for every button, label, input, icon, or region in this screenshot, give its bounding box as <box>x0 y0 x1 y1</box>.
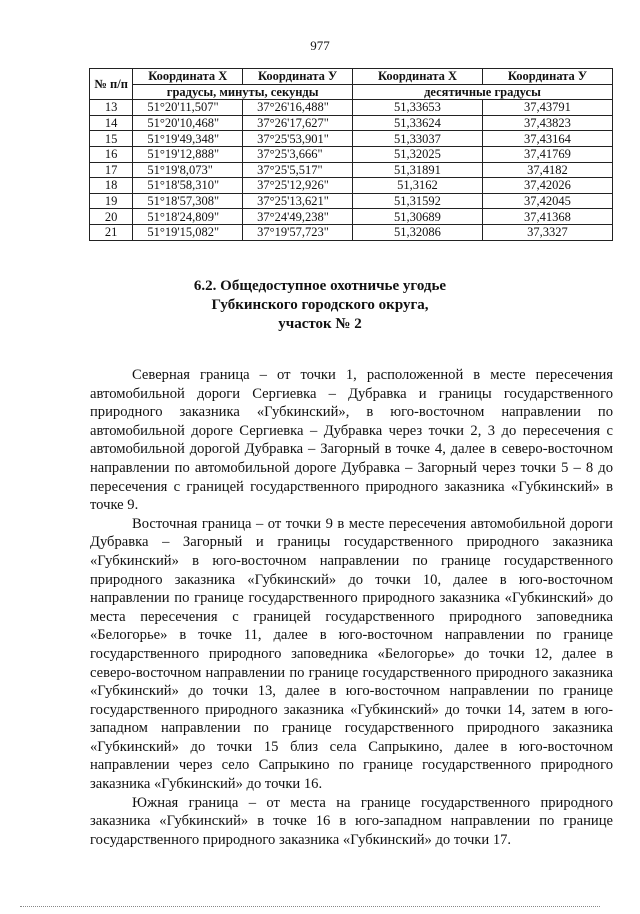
header-dms-group: градусы, минуты, секунды <box>133 84 353 100</box>
cell-dec-x: 51,30689 <box>352 209 482 225</box>
cell-num: 21 <box>90 224 133 240</box>
cell-num: 20 <box>90 209 133 225</box>
cell-coord-y: 37°24'49,238" <box>243 209 353 225</box>
cell-coord-x: 51°20'11,507" <box>133 100 243 116</box>
cell-num: 15 <box>90 131 133 147</box>
cell-dec-y: 37,42026 <box>482 178 612 194</box>
cell-coord-x: 51°19'49,348" <box>133 131 243 147</box>
cell-coord-y: 37°26'16,488" <box>243 100 353 116</box>
cell-coord-y: 37°19'57,723" <box>243 224 353 240</box>
cell-dec-x: 51,32086 <box>352 224 482 240</box>
cell-coord-y: 37°25'12,926" <box>243 178 353 194</box>
table-row <box>90 115 613 131</box>
cell-coord-y: 37°25'5,517" <box>243 162 353 178</box>
cell-dec-y: 37,41368 <box>482 209 612 225</box>
cell-coord-y: 37°25'13,621" <box>243 193 353 209</box>
table-row <box>90 178 613 194</box>
cell-coord-x: 51°19'8,073" <box>133 162 243 178</box>
cell-num: 13 <box>90 100 133 116</box>
cell-coord-x: 51°20'10,468" <box>133 115 243 131</box>
cell-dec-y: 37,41769 <box>482 146 612 162</box>
table-row <box>90 209 613 225</box>
header-dec-group: десятичные градусы <box>352 84 612 100</box>
cell-dec-x: 51,33624 <box>352 115 482 131</box>
cell-dec-x: 51,31891 <box>352 162 482 178</box>
cell-num: 14 <box>90 115 133 131</box>
cell-num: 16 <box>90 146 133 162</box>
heading-line-3: участок № 2 <box>278 316 362 332</box>
cell-dec-x: 51,33037 <box>352 131 482 147</box>
cell-dec-y: 37,43791 <box>482 100 612 116</box>
cell-dec-x: 51,31592 <box>352 193 482 209</box>
cell-num: 18 <box>90 178 133 194</box>
cell-dec-y: 37,3327 <box>482 224 612 240</box>
cell-dec-x: 51,33653 <box>352 100 482 116</box>
header-num: № п/п <box>90 69 133 100</box>
cell-dec-y: 37,4182 <box>482 162 612 178</box>
cell-dec-y: 37,43164 <box>482 131 612 147</box>
header-dec-x: Координата X <box>352 69 482 85</box>
table-row <box>90 162 613 178</box>
section-heading <box>0 277 640 334</box>
heading-line-1: 6.2. Общедоступное охотничье угодье <box>193 278 447 294</box>
cell-dec-y: 37,43823 <box>482 115 612 131</box>
table-row <box>90 224 613 240</box>
coordinates-table <box>89 68 613 241</box>
cell-coord-x: 51°19'15,082" <box>133 224 243 240</box>
page-number: 977 <box>310 38 330 53</box>
header-dec-y: Координата У <box>482 69 612 85</box>
footer-divider <box>20 906 600 908</box>
table-row <box>90 146 613 162</box>
paragraph-north-boundary: Северная граница – от точки 1, расположенной в месте пересечения автомобильной дороги Сергиевка – Дубравка и границы государственного природного заказника «Губкинский», в юго-восточном направлении по автомобильной дороге Сергиевка – Дубравка через точки 2, 3 до пересечения с автомобильной дорогой Дубравка – Загорный в точке 4, далее в северо-восточном направлении по автомобильной дороге Дубравка – Загорный через точки 5 – 8 до пересечения с границей государственного природного заказника «Губкинский» в точке 9. <box>90 367 613 514</box>
table-row <box>90 131 613 147</box>
cell-num: 19 <box>90 193 133 209</box>
cell-coord-x: 51°18'24,809" <box>133 209 243 225</box>
cell-num: 17 <box>90 162 133 178</box>
cell-dec-x: 51,3162 <box>352 178 482 194</box>
header-coord-x: Координата X <box>133 69 243 85</box>
table-subheader-row <box>90 84 613 100</box>
table-row <box>90 193 613 209</box>
cell-coord-x: 51°18'58,310" <box>133 178 243 194</box>
header-coord-y: Координата У <box>243 69 353 85</box>
heading-line-2: Губкинского городского округа, <box>211 297 429 313</box>
paragraph-east-boundary: Восточная граница – от точки 9 в месте пересечения автомобильной дороги Дубравка – Загорный и границы государственного природного заказника «Губкинский» в юго-восточном направлении по границе государственного природного заказника «Губкинский» до точки 10, далее в юго-восточном направлении по границе государственного природного заказника «Губкинский» до места пересечения с границей государственного природного заповедника «Белогорье» в точке 11, далее в юго-восточном направлении по границе государственного природного заповедника «Белогорье» до точки 12, далее в северо-восточном направлении по границе государственного природного заказника «Губкинский» до точки 13, далее в юго-восточном направлении по границе государственного природного заказника «Губкинский» до точки 14, затем в юго-западном направлении по границе государственного природного заказника «Губкинский» до точки 15 близ села Сапрыкино, далее в юго-восточном направлении через село Сапрыкино по границе государственного природного заказника «Губкинский» до точки 16. <box>90 515 613 793</box>
cell-coord-y: 37°26'17,627" <box>243 115 353 131</box>
cell-coord-x: 51°18'57,308" <box>133 193 243 209</box>
cell-coord-x: 51°19'12,888" <box>133 146 243 162</box>
boundary-description <box>90 366 613 849</box>
cell-dec-x: 51,32025 <box>352 146 482 162</box>
table-row <box>90 100 613 116</box>
cell-dec-y: 37,42045 <box>482 193 612 209</box>
table-header-row <box>90 69 613 85</box>
cell-coord-y: 37°25'3,666" <box>243 146 353 162</box>
paragraph-south-boundary: Южная граница – от места на границе государственного природного заказника «Губкинский» в точке 16 в юго-западном направлении по границе государственного природного заказника «Губкинский» до точки 17. <box>90 794 613 848</box>
cell-coord-y: 37°25'53,901" <box>243 131 353 147</box>
